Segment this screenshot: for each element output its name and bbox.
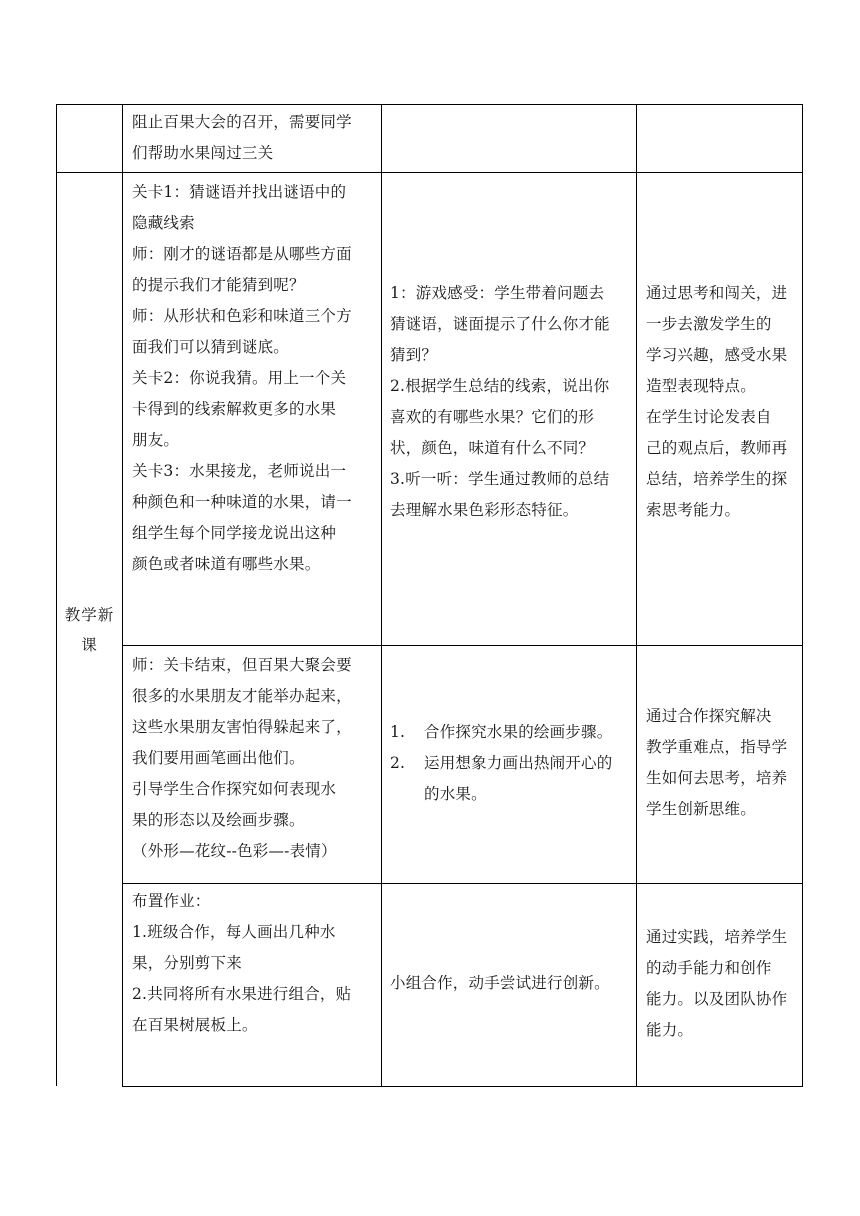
- text-line: 生如何去思考，培养: [646, 769, 788, 787]
- text-line: 学生创新思维。: [646, 800, 756, 818]
- text-line: 小组合作，动手尝试进行创新。: [390, 974, 610, 992]
- text-line: 阻止百果大会的召开，需要同学: [132, 113, 352, 131]
- text-line: 2.共同将所有水果进行组合，贴: [132, 985, 352, 1003]
- table-border-right: [802, 104, 803, 1087]
- row-3-intent: [646, 922, 787, 1046]
- text-line: 教学重难点，指导学: [646, 738, 788, 756]
- text-line: （外形—花纹--色彩—-表情）: [132, 842, 337, 860]
- text-line: 的动手能力和创作: [646, 959, 772, 977]
- text-line: 3.听一听：学生通过教师的总结: [390, 470, 610, 488]
- text-line: 通过合作探究解决: [646, 707, 772, 725]
- row-3-activity: [390, 968, 610, 999]
- text-line: 关卡3：水果接龙，老师说出一: [132, 462, 347, 480]
- text-line: 关卡1：猜谜语并找出谜语中的: [132, 183, 347, 201]
- text-line: 2.根据学生总结的线索，说出你: [390, 377, 610, 395]
- column-divider-3: [636, 104, 637, 1087]
- text-line: 师：从形状和色彩和味道三个方: [132, 307, 352, 325]
- list-text: 合作探究水果的绘画步骤。: [424, 723, 613, 741]
- list-number: 2.: [390, 754, 406, 772]
- row-1-activity: [390, 278, 610, 526]
- list-text: 运用想象力画出热闹开心的: [424, 754, 613, 772]
- row-0-content: [132, 107, 352, 169]
- row-3-content: [132, 886, 351, 1041]
- text-line: 我们要用画笔画出他们。: [132, 749, 305, 767]
- text-line: 师：刚才的谜语都是从哪些方面: [132, 245, 352, 263]
- text-line: 去理解水果色彩形态特征。: [390, 501, 579, 519]
- section-label-line-2: 课: [81, 636, 98, 654]
- text-line: 在学生讨论发表自: [646, 408, 772, 426]
- text-line: 朋友。: [132, 431, 180, 449]
- text-line: 索思考能力。: [646, 501, 741, 519]
- table-border-bottom: [122, 1086, 803, 1087]
- text-line: 能力。以及团队协作: [646, 990, 788, 1008]
- text-line: 学习兴趣，感受水果: [646, 346, 788, 364]
- list-item: [390, 717, 612, 748]
- text-line: 状，颜色，味道有什么不同？: [390, 439, 595, 457]
- text-line: 颜色或者味道有哪些水果。: [132, 555, 321, 573]
- text-line: 猜到？: [390, 346, 438, 364]
- text-line: 果，分别剪下来: [132, 954, 242, 972]
- text-line: 1：游戏感受：学生带着问题去: [390, 284, 605, 302]
- column-divider-1: [122, 104, 123, 1087]
- table-border-left: [56, 104, 57, 1086]
- text-line: 面我们可以猜到谜底。: [132, 338, 290, 356]
- row-2-intent: [646, 701, 787, 825]
- text-line: 在百果树展板上。: [132, 1016, 258, 1034]
- row-2-content: [132, 650, 352, 867]
- section-label-line-1: 教学新: [64, 606, 115, 624]
- text-line: 这些水果朋友害怕得躲起来了，: [132, 718, 352, 736]
- text-line: 很多的水果朋友才能举办起来，: [132, 687, 352, 705]
- text-line: 们帮助水果闯过三关: [132, 144, 274, 162]
- text-line: 能力。: [646, 1021, 694, 1039]
- column-divider-2: [381, 104, 382, 1087]
- text-line: 卡得到的线索解救更多的水果: [132, 400, 337, 418]
- text-line: 引导学生合作探究如何表现水: [132, 780, 337, 798]
- row-divider-2: [122, 645, 803, 646]
- text-line: 的提示我们才能猜到呢？: [132, 276, 305, 294]
- row-2-activity-list: [390, 717, 612, 810]
- text-line: 种颜色和一种味道的水果，请一: [132, 493, 352, 511]
- text-line: 喜欢的有哪些水果？它们的形: [390, 408, 595, 426]
- list-item: [390, 748, 612, 779]
- text-line: 造型表现特点。: [646, 377, 756, 395]
- text-line: 一步去激发学生的: [646, 315, 772, 333]
- list-text-continuation: 的水果。: [424, 785, 487, 803]
- row-divider-3: [122, 883, 803, 884]
- row-1-intent: [646, 278, 787, 526]
- text-line: 己的观点后，教师再: [646, 439, 788, 457]
- row-divider-1: [56, 172, 803, 173]
- text-line: 猜谜语，谜面提示了什么你才能: [390, 315, 610, 333]
- text-line: 通过思考和闯关，进: [646, 284, 788, 302]
- list-number: 1.: [390, 723, 406, 741]
- text-line: 组学生每个同学接龙说出这种: [132, 524, 337, 542]
- row-1-content: [132, 177, 352, 580]
- text-line: 布置作业：: [132, 892, 211, 910]
- text-line: 总结，培养学生的探: [646, 470, 788, 488]
- text-line: 果的形态以及绘画步骤。: [132, 811, 305, 829]
- text-line: 隐藏线索: [132, 214, 195, 232]
- section-label-new-lesson: [57, 600, 122, 660]
- text-line: 1.班级合作，每人画出几种水: [132, 923, 336, 941]
- table-border-top: [56, 104, 803, 105]
- text-line: 通过实践，培养学生: [646, 928, 788, 946]
- text-line: 师：关卡结束，但百果大聚会要: [132, 656, 352, 674]
- text-line: 关卡2：你说我猜。用上一个关: [132, 369, 347, 387]
